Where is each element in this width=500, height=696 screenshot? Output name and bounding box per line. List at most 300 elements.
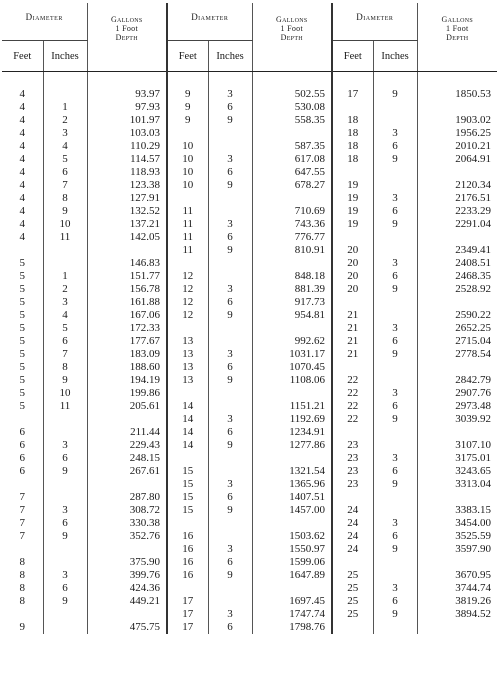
inches-cell <box>373 439 417 452</box>
gallons-cell <box>417 231 497 244</box>
feet-cell: 18 <box>332 114 373 127</box>
inches-cell: 3 <box>208 153 252 166</box>
feet-cell: 8 <box>2 556 43 569</box>
feet-cell <box>167 322 208 335</box>
feet-cell: 17 <box>332 72 373 102</box>
gallons-cell: 587.35 <box>252 140 332 153</box>
feet-cell: 4 <box>2 179 43 192</box>
table-row <box>2 192 497 205</box>
feet-cell: 8 <box>2 569 43 582</box>
table-row <box>2 296 497 309</box>
gallons-cell <box>252 192 332 205</box>
gallons-cell: 199.86 <box>87 387 167 400</box>
feet-cell: 20 <box>332 283 373 296</box>
inches-cell: 6 <box>373 400 417 413</box>
feet-cell: 9 <box>167 72 208 102</box>
inches-cell: 3 <box>373 387 417 400</box>
inches-cell <box>373 296 417 309</box>
inches-cell: 6 <box>208 556 252 569</box>
table-row <box>2 400 497 413</box>
table-row <box>2 452 497 465</box>
table-row <box>2 205 497 218</box>
table-row <box>2 491 497 504</box>
gallons-cell: 123.38 <box>87 179 167 192</box>
gallons-cell: 3744.74 <box>455 582 492 594</box>
feet-cell <box>167 387 208 400</box>
feet-cell: 17 <box>167 621 208 634</box>
table-row <box>2 322 497 335</box>
gallons-cell: 3819.26 <box>455 595 492 607</box>
inches-cell: 6 <box>208 231 252 244</box>
inches-cell <box>208 270 252 283</box>
inches-cell <box>43 244 87 257</box>
feet-cell: 4 <box>2 72 43 102</box>
gallons-cell: 1850.53 <box>455 88 492 100</box>
inches-cell: 6 <box>208 426 252 439</box>
gallons-header: Gallons 1 Foot Depth <box>87 3 167 72</box>
gallons-cell: 1108.06 <box>252 374 332 387</box>
gallons-cell: 229.43 <box>87 439 167 452</box>
gallons-cell: 1903.02 <box>455 114 492 126</box>
inches-cell <box>373 621 417 634</box>
diameter-header: Diameter <box>167 3 252 41</box>
feet-cell: 4 <box>2 101 43 114</box>
gallons-cell: 167.06 <box>87 309 167 322</box>
gallons-cell: 97.93 <box>87 101 167 114</box>
inches-cell: 8 <box>43 192 87 205</box>
table-row <box>2 478 497 491</box>
feet-cell: 4 <box>2 218 43 231</box>
inches-cell: 9 <box>208 114 252 127</box>
feet-cell: 6 <box>2 439 43 452</box>
inches-cell: 9 <box>208 179 252 192</box>
feet-cell <box>332 166 373 179</box>
feet-cell: 4 <box>2 114 43 127</box>
inches-cell <box>43 426 87 439</box>
inches-cell: 3 <box>208 543 252 556</box>
feet-header: Feet <box>167 41 208 72</box>
feet-cell: 21 <box>332 335 373 348</box>
feet-cell: 14 <box>167 426 208 439</box>
inches-cell: 3 <box>208 478 252 491</box>
gallons-cell: 114.57 <box>87 153 167 166</box>
table-row <box>2 283 497 296</box>
inches-cell: 6 <box>208 361 252 374</box>
inches-cell: 6 <box>43 517 87 530</box>
gallons-cell: 2176.51 <box>455 192 492 204</box>
feet-cell: 23 <box>332 478 373 491</box>
inches-cell <box>208 140 252 153</box>
table-row <box>2 231 497 244</box>
gallons-cell: 2973.48 <box>455 400 492 412</box>
feet-cell: 12 <box>167 296 208 309</box>
inches-cell <box>43 478 87 491</box>
table-row <box>2 140 497 153</box>
feet-cell: 7 <box>2 530 43 543</box>
inches-cell: 3 <box>208 218 252 231</box>
gallons-cell: 3670.95 <box>455 569 492 581</box>
feet-cell: 18 <box>332 153 373 166</box>
inches-cell <box>373 114 417 127</box>
feet-cell: 4 <box>2 166 43 179</box>
feet-cell <box>167 127 208 140</box>
feet-cell: 12 <box>167 270 208 283</box>
inches-cell: 9 <box>208 374 252 387</box>
table-row <box>2 556 497 569</box>
gallons-cell: 3107.10 <box>455 439 492 451</box>
gallons-cell <box>87 608 167 621</box>
inches-cell: 9 <box>373 608 417 621</box>
inches-cell <box>208 452 252 465</box>
gallons-cell: 2010.21 <box>455 140 492 152</box>
feet-cell: 19 <box>332 192 373 205</box>
gallons-cell: 2349.41 <box>455 244 492 256</box>
feet-cell: 13 <box>167 348 208 361</box>
gallons-cell: 183.09 <box>87 348 167 361</box>
gallons-cell: 1407.51 <box>252 491 332 504</box>
gallons-cell <box>417 296 497 309</box>
inches-cell <box>373 374 417 387</box>
feet-cell: 5 <box>2 400 43 413</box>
gallons-cell: 1070.45 <box>252 361 332 374</box>
table-row <box>2 608 497 621</box>
feet-cell <box>167 582 208 595</box>
gallons-cell: 475.75 <box>87 621 167 634</box>
gallons-cell <box>252 322 332 335</box>
feet-cell: 16 <box>167 569 208 582</box>
feet-cell <box>167 517 208 530</box>
table-row <box>2 595 497 608</box>
gallons-cell: 287.80 <box>87 491 167 504</box>
inches-cell: 3 <box>208 348 252 361</box>
feet-cell: 12 <box>167 283 208 296</box>
inches-cell: 11 <box>43 231 87 244</box>
gallons-cell: 205.61 <box>87 400 167 413</box>
inches-cell: 6 <box>373 530 417 543</box>
feet-cell: 11 <box>167 218 208 231</box>
feet-cell: 17 <box>167 608 208 621</box>
inches-cell <box>208 335 252 348</box>
gallons-cell: 1192.69 <box>252 413 332 426</box>
gallons-cell: 3894.52 <box>455 608 492 620</box>
feet-cell: 23 <box>332 465 373 478</box>
feet-cell: 5 <box>2 322 43 335</box>
inches-cell <box>373 179 417 192</box>
table-row <box>2 127 497 140</box>
gallons-cell: 188.60 <box>87 361 167 374</box>
feet-cell: 10 <box>167 140 208 153</box>
inches-cell: 3 <box>208 413 252 426</box>
feet-cell <box>332 361 373 374</box>
gallons-cell: 617.08 <box>252 153 332 166</box>
header-row-top <box>2 3 497 41</box>
table-row <box>2 153 497 166</box>
inches-cell: 4 <box>43 309 87 322</box>
gallons-cell: 142.05 <box>87 231 167 244</box>
inches-cell <box>208 595 252 608</box>
feet-cell: 20 <box>332 244 373 257</box>
gallons-cell: 2291.04 <box>455 218 492 230</box>
gallons-header: Gallons 1 Foot Depth <box>417 3 497 72</box>
inches-cell <box>43 72 87 102</box>
gallons-cell <box>87 244 167 257</box>
gallons-cell <box>252 257 332 270</box>
inches-cell <box>208 257 252 270</box>
feet-cell: 20 <box>332 257 373 270</box>
inches-cell: 6 <box>373 205 417 218</box>
feet-cell <box>167 452 208 465</box>
gallons-cell: 776.77 <box>252 231 332 244</box>
table-row <box>2 257 497 270</box>
inches-header: Inches <box>208 41 252 72</box>
gallons-cell: 248.15 <box>87 452 167 465</box>
inches-header: Inches <box>43 41 87 72</box>
feet-cell: 5 <box>2 257 43 270</box>
feet-cell: 10 <box>167 166 208 179</box>
gallons-cell: 3454.00 <box>455 517 492 529</box>
gallons-cell: 161.88 <box>87 296 167 309</box>
feet-cell: 25 <box>332 595 373 608</box>
feet-cell: 15 <box>167 491 208 504</box>
gallons-cell: 449.21 <box>87 595 167 608</box>
feet-cell: 16 <box>167 543 208 556</box>
feet-cell: 15 <box>167 478 208 491</box>
inches-cell: 2 <box>43 283 87 296</box>
gallons-cell: 2778.54 <box>455 348 492 360</box>
gallons-cell: 3039.92 <box>455 413 492 425</box>
inches-cell: 6 <box>373 595 417 608</box>
feet-cell: 20 <box>332 270 373 283</box>
inches-cell: 10 <box>43 387 87 400</box>
feet-cell: 14 <box>167 413 208 426</box>
inches-cell: 9 <box>208 504 252 517</box>
inches-cell <box>373 569 417 582</box>
feet-cell: 12 <box>167 309 208 322</box>
gallons-cell: 127.91 <box>87 192 167 205</box>
feet-cell: 13 <box>167 374 208 387</box>
inches-cell: 9 <box>373 413 417 426</box>
feet-cell: 22 <box>332 413 373 426</box>
gallons-cell: 146.83 <box>87 257 167 270</box>
inches-cell <box>208 127 252 140</box>
inches-cell: 9 <box>373 348 417 361</box>
diameter-header: Diameter <box>2 3 87 41</box>
table-row <box>2 166 497 179</box>
table-row <box>2 335 497 348</box>
gallons-cell: 710.69 <box>252 205 332 218</box>
inches-cell <box>373 309 417 322</box>
gallons-cell: 848.18 <box>252 270 332 283</box>
inches-cell <box>373 556 417 569</box>
feet-cell: 21 <box>332 322 373 335</box>
gallons-cell: 3313.04 <box>455 478 492 490</box>
gallons-cell: 678.27 <box>252 179 332 192</box>
feet-cell: 22 <box>332 374 373 387</box>
gallons-cell: 954.81 <box>252 309 332 322</box>
feet-cell: 22 <box>332 400 373 413</box>
table-row <box>2 270 497 283</box>
inches-cell: 1 <box>43 270 87 283</box>
table-row <box>2 413 497 426</box>
inches-cell: 9 <box>373 478 417 491</box>
inches-cell <box>208 400 252 413</box>
table-row <box>2 72 497 102</box>
table-row <box>2 426 497 439</box>
feet-header: Feet <box>332 41 373 72</box>
gallons-cell <box>417 361 497 374</box>
gallons-cell: 558.35 <box>252 114 332 127</box>
inches-header: Inches <box>373 41 417 72</box>
gallons-cell: 2842.79 <box>455 374 492 386</box>
feet-cell <box>332 101 373 114</box>
gallons-cell: 2715.04 <box>455 335 492 347</box>
feet-cell: 17 <box>167 595 208 608</box>
inches-cell <box>43 543 87 556</box>
feet-cell: 18 <box>332 140 373 153</box>
feet-cell: 11 <box>167 231 208 244</box>
inches-cell: 3 <box>208 283 252 296</box>
gallons-cell: 3525.59 <box>455 530 492 542</box>
inches-cell: 9 <box>43 205 87 218</box>
gallons-cell <box>417 621 497 634</box>
feet-cell <box>167 257 208 270</box>
feet-cell: 23 <box>332 439 373 452</box>
gallons-cell <box>87 413 167 426</box>
inches-cell: 3 <box>43 439 87 452</box>
feet-cell <box>332 556 373 569</box>
gallons-cell: 1747.74 <box>252 608 332 621</box>
feet-cell: 14 <box>167 400 208 413</box>
feet-cell: 16 <box>167 556 208 569</box>
feet-cell: 22 <box>332 387 373 400</box>
gallons-cell: 3597.90 <box>455 543 492 555</box>
table-row <box>2 569 497 582</box>
feet-cell: 16 <box>167 530 208 543</box>
gallons-cell: 2652.25 <box>455 322 492 334</box>
gallons-cell: 330.38 <box>87 517 167 530</box>
inches-cell: 6 <box>208 101 252 114</box>
gallons-cell: 101.97 <box>87 114 167 127</box>
gallons-cell: 103.03 <box>87 127 167 140</box>
gallons-cell: 424.36 <box>87 582 167 595</box>
inches-cell <box>208 530 252 543</box>
inches-cell <box>43 413 87 426</box>
feet-cell: 8 <box>2 582 43 595</box>
feet-cell: 13 <box>167 361 208 374</box>
inches-cell: 3 <box>43 569 87 582</box>
feet-cell: 9 <box>167 114 208 127</box>
inches-cell: 7 <box>43 179 87 192</box>
inches-cell: 1 <box>43 101 87 114</box>
table-row <box>2 101 497 114</box>
feet-cell <box>332 296 373 309</box>
inches-cell: 6 <box>43 452 87 465</box>
gallons-cell: 502.55 <box>252 72 332 102</box>
feet-cell: 24 <box>332 504 373 517</box>
inches-cell: 6 <box>208 491 252 504</box>
gallons-cell: 1503.62 <box>252 530 332 543</box>
feet-cell <box>167 192 208 205</box>
gallons-cell: 1457.00 <box>252 504 332 517</box>
gallons-cell: 156.78 <box>87 283 167 296</box>
table-row <box>2 218 497 231</box>
inches-cell: 6 <box>43 582 87 595</box>
table-row <box>2 374 497 387</box>
inches-cell: 5 <box>43 322 87 335</box>
gallons-cell: 267.61 <box>87 465 167 478</box>
gallons-cell: 917.73 <box>252 296 332 309</box>
gallons-cell: 3243.65 <box>455 465 492 477</box>
feet-cell <box>2 478 43 491</box>
table-body <box>2 72 497 635</box>
inches-cell: 9 <box>208 439 252 452</box>
gallons-cell: 1277.86 <box>252 439 332 452</box>
feet-cell: 4 <box>2 140 43 153</box>
inches-cell: 3 <box>208 72 252 102</box>
feet-cell <box>332 231 373 244</box>
inches-cell <box>43 608 87 621</box>
feet-cell: 7 <box>2 504 43 517</box>
gallons-cell: 2064.91 <box>455 153 492 165</box>
inches-cell: 6 <box>208 166 252 179</box>
gallons-cell: 530.08 <box>252 101 332 114</box>
feet-cell: 24 <box>332 517 373 530</box>
table-row <box>2 361 497 374</box>
table-row <box>2 621 497 634</box>
feet-cell: 5 <box>2 374 43 387</box>
feet-cell: 4 <box>2 192 43 205</box>
feet-cell: 7 <box>2 517 43 530</box>
gallons-cell: 211.44 <box>87 426 167 439</box>
feet-cell: 24 <box>332 543 373 556</box>
feet-cell: 4 <box>2 231 43 244</box>
gallons-cell <box>417 101 497 114</box>
gallons-cell <box>417 491 497 504</box>
gallons-cell: 2408.51 <box>455 257 492 269</box>
table-row <box>2 114 497 127</box>
feet-cell: 6 <box>2 452 43 465</box>
feet-cell: 5 <box>2 387 43 400</box>
gallons-cell: 137.21 <box>87 218 167 231</box>
inches-cell: 4 <box>43 140 87 153</box>
inches-cell <box>43 491 87 504</box>
feet-cell: 9 <box>2 621 43 634</box>
inches-cell <box>373 361 417 374</box>
inches-cell <box>208 387 252 400</box>
feet-cell: 19 <box>332 179 373 192</box>
inches-cell: 9 <box>208 309 252 322</box>
feet-cell: 25 <box>332 582 373 595</box>
inches-cell: 9 <box>208 244 252 257</box>
inches-cell: 9 <box>43 465 87 478</box>
gallons-cell <box>252 517 332 530</box>
inches-cell: 3 <box>373 452 417 465</box>
gallons-cell: 352.76 <box>87 530 167 543</box>
feet-cell: 15 <box>167 465 208 478</box>
feet-cell: 6 <box>2 426 43 439</box>
feet-cell: 5 <box>2 309 43 322</box>
inches-cell: 6 <box>43 335 87 348</box>
inches-cell <box>373 504 417 517</box>
feet-cell: 10 <box>167 153 208 166</box>
feet-cell: 9 <box>167 101 208 114</box>
feet-cell: 5 <box>2 283 43 296</box>
inches-cell <box>208 465 252 478</box>
inches-cell <box>208 582 252 595</box>
inches-cell: 3 <box>373 322 417 335</box>
inches-cell: 10 <box>43 218 87 231</box>
gallons-cell: 1321.54 <box>252 465 332 478</box>
